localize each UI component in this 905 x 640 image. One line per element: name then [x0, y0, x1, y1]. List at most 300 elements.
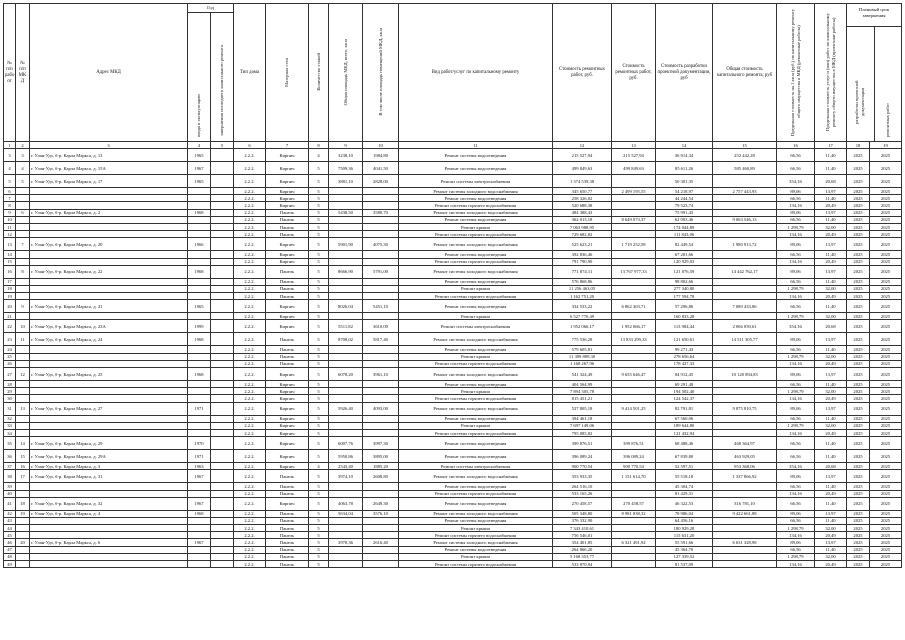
cost-works-total: 215 527,94 [612, 149, 656, 162]
plan-works-year: 2025 [870, 238, 902, 251]
column-number: 3 [30, 142, 188, 149]
work-type: Ремонт системы водоотведения [399, 216, 553, 223]
cost-works-total [612, 415, 656, 422]
column-number: 17 [815, 142, 847, 149]
address: г. Улан-Удэ, б-р. Карла Маркса, д. 22 [30, 265, 188, 278]
wall-material: Панель [266, 346, 309, 353]
living-area [363, 313, 399, 320]
address [30, 561, 188, 568]
cost-design: 55 591,66 [656, 539, 713, 546]
cost-works: 392 836,46 [553, 251, 612, 258]
table-row [4, 209, 902, 216]
year-built [188, 353, 211, 360]
row-number: 26 [4, 360, 16, 367]
work-type: Ремонт системы водоотведения [399, 381, 553, 388]
column-number: 14 [656, 142, 713, 149]
unit-cost-design: 20,49 [815, 395, 847, 402]
mkd-number [16, 258, 30, 265]
year-built [188, 395, 211, 402]
row-number: 41 [4, 497, 16, 510]
plan-works-year: 2025 [870, 497, 902, 510]
mkd-number [16, 517, 30, 524]
plan-design-year: 2025 [847, 422, 870, 429]
cost-total: 14 511 305,77 [713, 333, 777, 346]
house-type: 2.2.2. [234, 209, 266, 216]
plan-works-year: 2025 [870, 231, 902, 238]
plan-works-year: 2025 [870, 209, 902, 216]
unit-cost-design: 13,97 [815, 368, 847, 381]
wall-material: Кирпич [266, 251, 309, 258]
living-area: 3610,00 [363, 320, 399, 333]
mkd-number [16, 553, 30, 560]
unit-cost: 66,56 [777, 346, 815, 353]
year-last-repair [211, 216, 234, 223]
column-number: 1 [4, 142, 16, 149]
house-type: 2.2.2. [234, 333, 266, 346]
work-type: Ремонт системы горячего водоснабжения [399, 293, 553, 300]
address [30, 553, 188, 560]
cost-design: 68 488,46 [656, 437, 713, 450]
living-area [363, 553, 399, 560]
address [30, 546, 188, 553]
mkd-number [16, 353, 30, 360]
header-unit-cost-max: Предельная стоимость на 1 кв.м (руб.) по капитальному ремонту общего имущества в МКД (ремонтные работы) [777, 4, 815, 142]
house-type: 2.2.2. [234, 429, 266, 436]
row-number: 15 [4, 258, 16, 265]
plan-design-year: 2025 [847, 490, 870, 497]
year-last-repair [211, 353, 234, 360]
cost-design: 44 244,54 [656, 195, 713, 202]
cost-works-total [612, 525, 656, 532]
unit-cost-design: 11,40 [815, 216, 847, 223]
cost-design: 45 304,74 [656, 483, 713, 490]
address [30, 381, 188, 388]
plan-works-year: 2025 [870, 539, 902, 546]
cost-design: 67 560,06 [656, 415, 713, 422]
table-row [4, 422, 902, 429]
cost-works: 775 536,28 [553, 333, 612, 346]
house-type: 2.2.2. [234, 402, 266, 415]
wall-material: Панель [266, 223, 309, 230]
address [30, 353, 188, 360]
cost-total: 9 875 810,75 [713, 402, 777, 415]
row-number: 20 [4, 300, 16, 313]
mkd-number [16, 415, 30, 422]
year-built [188, 346, 211, 353]
cost-design: 121 650,61 [656, 333, 713, 346]
table-row [4, 346, 902, 353]
row-number: 9 [4, 209, 16, 216]
living-area [363, 381, 399, 388]
house-type: 2.2.2. [234, 149, 266, 162]
mkd-number [16, 293, 30, 300]
address: г. Улан-Удэ, б-р. Карла Маркса, д. 13 [30, 149, 188, 162]
cost-works-total: 2 499 195,55 [612, 188, 656, 195]
year-last-repair [211, 313, 234, 320]
plan-design-year: 2025 [847, 265, 870, 278]
address [30, 429, 188, 436]
living-area [363, 532, 399, 539]
plan-design-year: 2025 [847, 251, 870, 258]
plan-works-year: 2025 [870, 285, 902, 292]
year-last-repair [211, 293, 234, 300]
plan-design-year: 2025 [847, 525, 870, 532]
cost-total [713, 258, 777, 265]
cost-works-total [612, 258, 656, 265]
table-row [4, 223, 902, 230]
table-row [4, 525, 902, 532]
total-area [329, 415, 363, 422]
mkd-number [16, 360, 30, 367]
cost-works: 1 952 066,17 [553, 320, 612, 333]
table-row [4, 546, 902, 553]
address [30, 360, 188, 367]
table-row [4, 251, 902, 258]
total-area: 5950,86 [329, 450, 363, 463]
cost-total: 14 442 762,17 [713, 265, 777, 278]
cost-works: 525 623,21 [553, 238, 612, 251]
plan-works-year: 2025 [870, 251, 902, 258]
cost-works: 7 343 410,61 [553, 525, 612, 532]
unit-cost: 89,06 [777, 265, 815, 278]
unit-cost-design: 11,40 [815, 195, 847, 202]
cost-total [713, 195, 777, 202]
year-last-repair [211, 553, 234, 560]
work-type: Ремонт системы холодного водоснабжения [399, 188, 553, 195]
year-last-repair [211, 517, 234, 524]
address: г. Улан-Удэ, б-р. Карла Маркса, д. 25 [30, 368, 188, 381]
wall-material: Кирпич [266, 258, 309, 265]
house-type: 2.2.2. [234, 175, 266, 188]
wall-material: Панель [266, 483, 309, 490]
floors: 5 [309, 395, 329, 402]
floors: 5 [309, 437, 329, 450]
mkd-number: 12 [16, 368, 30, 381]
living-area [363, 483, 399, 490]
table-row [4, 258, 902, 265]
row-number: 48 [4, 553, 16, 560]
floors: 4 [309, 149, 329, 162]
cost-design: 113 984,44 [656, 320, 713, 333]
work-type: Ремонт системы холодного водоснабжения [399, 265, 553, 278]
total-area [329, 353, 363, 360]
total-area: 5634,04 [329, 510, 363, 517]
plan-design-year: 2025 [847, 202, 870, 209]
table-row [4, 553, 902, 560]
cost-works-total: 499 849,63 [612, 162, 656, 175]
floors: 5 [309, 175, 329, 188]
year-built [188, 231, 211, 238]
year-last-repair [211, 195, 234, 202]
plan-works-year: 2025 [870, 470, 902, 483]
plan-works-year: 2025 [870, 162, 902, 175]
cost-design: 79 523,74 [656, 202, 713, 209]
work-type: Ремонт крыши [399, 285, 553, 292]
table-row [4, 265, 902, 278]
plan-works-year: 2025 [870, 278, 902, 285]
cost-total [713, 553, 777, 560]
wall-material: Кирпич [266, 238, 309, 251]
year-built [188, 278, 211, 285]
row-number: 10 [4, 216, 16, 223]
mkd-number: 18 [16, 497, 30, 510]
year-built [188, 429, 211, 436]
table-row [4, 381, 902, 388]
unit-cost: 66,56 [777, 162, 815, 175]
living-area [363, 258, 399, 265]
unit-cost: 134,16 [777, 360, 815, 367]
row-number: 34 [4, 429, 16, 436]
floors: 5 [309, 333, 329, 346]
year-last-repair [211, 437, 234, 450]
cost-works-total [612, 429, 656, 436]
cost-design: 99 271,43 [656, 346, 713, 353]
wall-material: Панель [266, 231, 309, 238]
row-number: 38 [4, 470, 16, 483]
cost-works-total [612, 553, 656, 560]
row-number: 19 [4, 293, 16, 300]
plan-design-year: 2025 [847, 195, 870, 202]
cost-design: 115 631,20 [656, 532, 713, 539]
work-type: Ремонт крыши [399, 353, 553, 360]
plan-design-year: 2025 [847, 517, 870, 524]
year-last-repair [211, 490, 234, 497]
living-area: 4041,50 [363, 162, 399, 175]
year-built [188, 313, 211, 320]
wall-material: Кирпич [266, 497, 309, 510]
cost-total [713, 175, 777, 188]
work-type: Ремонт системы водоотведения [399, 195, 553, 202]
cost-works-total [612, 561, 656, 568]
floors: 5 [309, 490, 329, 497]
year-built: 1970 [188, 437, 211, 450]
unit-cost-design: 13,97 [815, 470, 847, 483]
total-area: 3970,36 [329, 539, 363, 546]
year-built [188, 415, 211, 422]
unit-cost: 66,56 [777, 149, 815, 162]
living-area [363, 251, 399, 258]
cost-works-total: 399 876,51 [612, 437, 656, 450]
unit-cost-design: 32,00 [815, 285, 847, 292]
address [30, 285, 188, 292]
floors: 5 [309, 422, 329, 429]
cost-works: 11 309 889,30 [553, 353, 612, 360]
house-type: 2.2.2. [234, 539, 266, 546]
address: г. Улан-Удэ, б-р. Карла Маркса, д. 32 [30, 497, 188, 510]
plan-design-year: 2025 [847, 149, 870, 162]
unit-cost-design: 20,68 [815, 463, 847, 470]
unit-cost-design: 11,40 [815, 149, 847, 162]
cost-design: 177 594,78 [656, 293, 713, 300]
wall-material: Панель [266, 216, 309, 223]
unit-cost: 66,56 [777, 437, 815, 450]
unit-cost-design: 13,97 [815, 510, 847, 517]
cost-design: 45 364,70 [656, 546, 713, 553]
work-type: Ремонт системы холодного водоснабжения [399, 209, 553, 216]
living-area [363, 278, 399, 285]
plan-design-year: 2025 [847, 532, 870, 539]
header-plan-works: ремонтных работ [884, 102, 890, 137]
cost-total: 1 980 913,72 [713, 238, 777, 251]
cost-total [713, 293, 777, 300]
row-number: 49 [4, 561, 16, 568]
plan-works-year: 2025 [870, 293, 902, 300]
unit-cost: 1 298,79 [777, 313, 815, 320]
unit-cost-design: 20,49 [815, 429, 847, 436]
year-last-repair [211, 450, 234, 463]
unit-cost: 1 298,79 [777, 525, 815, 532]
row-number: 8 [4, 202, 16, 209]
floors: 5 [309, 216, 329, 223]
mkd-number: 7 [16, 238, 30, 251]
row-number: 32 [4, 415, 16, 422]
year-last-repair [211, 402, 234, 415]
cost-design: 50 301,35 [656, 175, 713, 188]
total-area: 7509,36 [329, 162, 363, 175]
total-area: 2543,40 [329, 463, 363, 470]
wall-material: Кирпич [266, 437, 309, 450]
cost-works: 815 451,21 [553, 395, 612, 402]
plan-works-year: 2025 [870, 333, 902, 346]
total-area [329, 360, 363, 367]
row-number: 45 [4, 532, 16, 539]
total-area: 3881,10 [329, 175, 363, 188]
wall-material: Кирпич [266, 463, 309, 470]
row-number: 16 [4, 265, 16, 278]
table-row [4, 300, 902, 313]
row-number: 28 [4, 381, 16, 388]
cost-design: 178 427,33 [656, 360, 713, 367]
plan-design-year: 2025 [847, 293, 870, 300]
mkd-number [16, 285, 30, 292]
table-row [4, 561, 902, 568]
plan-design-year: 2025 [847, 381, 870, 388]
year-built [188, 422, 211, 429]
unit-cost: 89,06 [777, 238, 815, 251]
row-number: 46 [4, 539, 16, 546]
year-last-repair [211, 368, 234, 381]
house-type: 2.2.2. [234, 195, 266, 202]
cost-total: 10 128 894,83 [713, 368, 777, 381]
unit-cost: 1 298,79 [777, 223, 815, 230]
total-area [329, 258, 363, 265]
year-last-repair [211, 539, 234, 546]
total-area [329, 483, 363, 490]
unit-cost-design: 32,00 [815, 353, 847, 360]
unit-cost: 66,56 [777, 195, 815, 202]
address: г. Улан-Удэ, б-р. Карла Маркса, д. 6 [30, 539, 188, 546]
year-built [188, 216, 211, 223]
cost-works: 1 374 539,38 [553, 175, 612, 188]
year-built: 1968 [188, 510, 211, 517]
total-area: 5926,40 [329, 402, 363, 415]
unit-cost: 66,56 [777, 497, 815, 510]
cost-total [713, 223, 777, 230]
table-row [4, 149, 902, 162]
mkd-number [16, 546, 30, 553]
work-type: Ремонт системы холодного водоснабжения [399, 510, 553, 517]
unit-cost: 89,06 [777, 510, 815, 517]
column-number: 7 [266, 142, 309, 149]
cost-works: 376 332,90 [553, 517, 612, 524]
work-type: Ремонт системы водоотведения [399, 517, 553, 524]
cost-total [713, 251, 777, 258]
wall-material: Панель [266, 470, 309, 483]
wall-material: Панель [266, 546, 309, 553]
cost-works-total [612, 251, 656, 258]
plan-works-year: 2025 [870, 300, 902, 313]
year-built [188, 490, 211, 497]
living-area [363, 285, 399, 292]
year-built: 1967 [188, 539, 211, 546]
unit-cost: 89,06 [777, 402, 815, 415]
total-area [329, 490, 363, 497]
cost-design: 189 644,80 [656, 422, 713, 429]
mkd-number: 20 [16, 539, 30, 546]
total-area: 6007,76 [329, 437, 363, 450]
mkd-number: 10 [16, 320, 30, 333]
cost-works-total [612, 517, 656, 524]
cost-total [713, 490, 777, 497]
year-built [188, 381, 211, 388]
floors: 5 [309, 320, 329, 333]
living-area [363, 490, 399, 497]
year-last-repair [211, 202, 234, 209]
cost-works-total: 9 414 501,25 [612, 402, 656, 415]
cost-works: 771 874,11 [553, 265, 612, 278]
row-number: 18 [4, 285, 16, 292]
year-built [188, 517, 211, 524]
living-area [363, 188, 399, 195]
row-number: 27 [4, 368, 16, 381]
header-total-area: Общая площадь МКД, всего, кв.м [329, 4, 363, 142]
unit-cost-design: 11,40 [815, 483, 847, 490]
unit-cost: 134,16 [777, 561, 815, 568]
year-built [188, 223, 211, 230]
plan-design-year: 2025 [847, 258, 870, 265]
table-row [4, 202, 902, 209]
plan-works-year: 2025 [870, 546, 902, 553]
cost-total: 953 368,06 [713, 463, 777, 470]
column-number: 2 [16, 142, 30, 149]
cost-works: 7 894 305,78 [553, 388, 612, 395]
work-type: Ремонт системы холодного водоснабжения [399, 402, 553, 415]
row-number: 31 [4, 402, 16, 415]
mkd-number [16, 532, 30, 539]
cost-total [713, 278, 777, 285]
total-area [329, 429, 363, 436]
cost-design: 82 791,81 [656, 402, 713, 415]
year-built: 1967 [188, 162, 211, 175]
wall-material: Панель [266, 353, 309, 360]
living-area: 5817,40 [363, 333, 399, 346]
unit-cost: 1 298,79 [777, 553, 815, 560]
total-area: 5901,90 [329, 238, 363, 251]
wall-material: Кирпич [266, 415, 309, 422]
plan-works-year: 2025 [870, 258, 902, 265]
unit-cost: 89,06 [777, 470, 815, 483]
column-number: 9 [329, 142, 363, 149]
plan-design-year: 2025 [847, 231, 870, 238]
table-row [4, 313, 902, 320]
cost-total: 9 422 661,88 [713, 510, 777, 517]
row-number: 43 [4, 517, 16, 524]
cost-total: 2 066 050,61 [713, 320, 777, 333]
unit-cost: 66,56 [777, 517, 815, 524]
row-number: 35 [4, 437, 16, 450]
cost-works-total [612, 546, 656, 553]
living-area: 1984,80 [363, 149, 399, 162]
